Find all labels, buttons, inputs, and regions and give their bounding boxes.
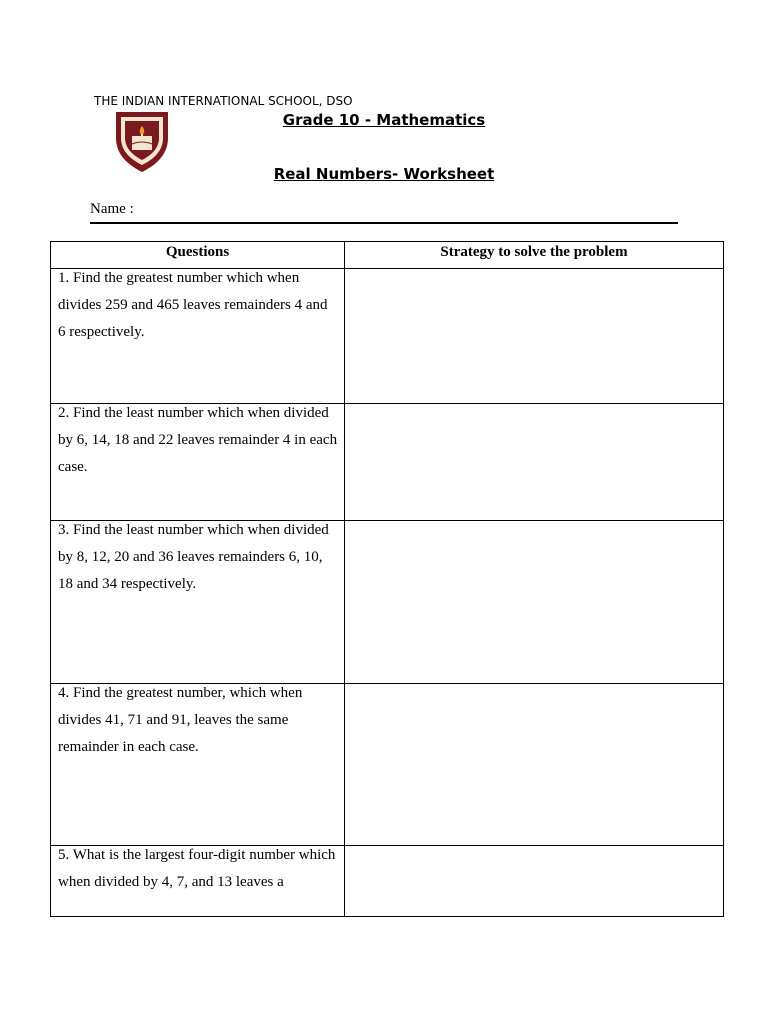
question-cell: 2. Find the least number which when divided by 6, 14, 18 and 22 leaves remainder 4 in each case. xyxy=(51,404,345,521)
strategy-cell[interactable] xyxy=(345,684,724,846)
table-row xyxy=(51,404,724,521)
table-row xyxy=(51,269,724,404)
worksheet-table xyxy=(50,241,724,917)
strategy-cell[interactable] xyxy=(345,846,724,917)
strategy-header: Strategy to solve the problem xyxy=(345,242,724,269)
question-cell: 5. What is the largest four-digit number which when divided by 4, 7, and 13 leaves a xyxy=(51,846,345,917)
strategy-cell[interactable] xyxy=(345,404,724,521)
table-row xyxy=(51,521,724,684)
strategy-cell[interactable] xyxy=(345,269,724,404)
questions-header: Questions xyxy=(51,242,345,269)
school-name: THE INDIAN INTERNATIONAL SCHOOL, DSO xyxy=(94,94,353,108)
table-row xyxy=(51,846,724,917)
question-cell: 3. Find the least number which when divided by 8, 12, 20 and 36 leaves remainders 6, 10, 18 and 34 respectively. xyxy=(51,521,345,684)
question-cell: 1. Find the greatest number which when divides 259 and 465 leaves remainders 4 and 6 respectively. xyxy=(51,269,345,404)
name-field[interactable] xyxy=(90,201,678,224)
name-label: Name : xyxy=(90,201,134,217)
grade-title: Grade 10 - Mathematics xyxy=(282,111,486,129)
question-cell: 4. Find the greatest number, which when divides 41, 71 and 91, leaves the same remainder in each case. xyxy=(51,684,345,846)
table-row xyxy=(51,684,724,846)
worksheet-title: Real Numbers- Worksheet xyxy=(273,165,495,183)
strategy-cell[interactable] xyxy=(345,521,724,684)
